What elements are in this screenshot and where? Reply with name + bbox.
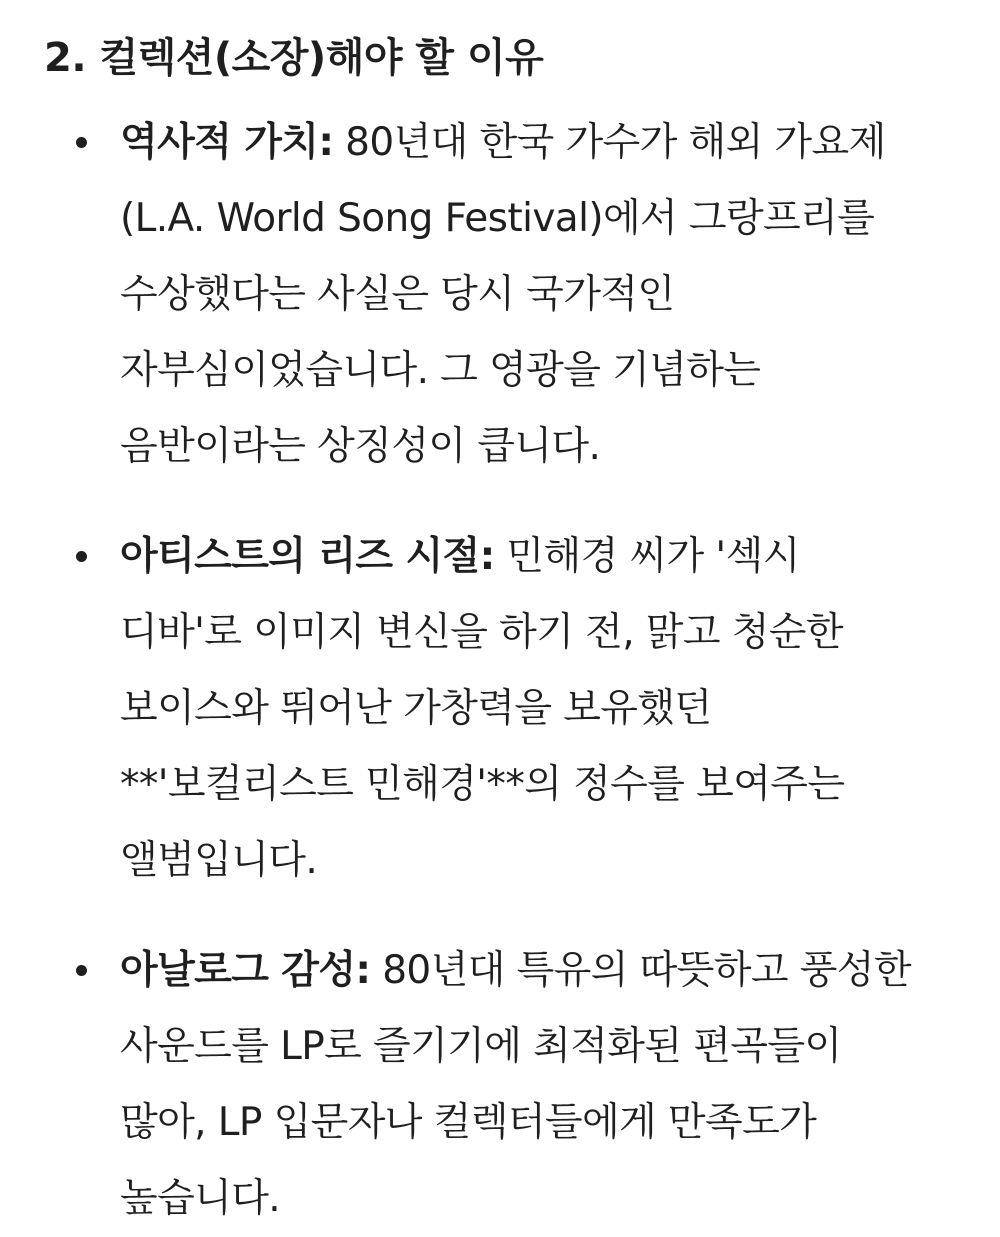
bullet-icon <box>76 137 87 148</box>
reason-text: 80년대 한국 가수가 해외 가요제(L.A. World Song Festival)에서 그랑프리를 수상했다는 사실은 당시 국가적인 자부심이었습니다. 그 영광을 기념하는 음반이라는 상징성이 큽니다. <box>120 120 886 469</box>
reason-text: 민해경 씨가 '섹시 디바'로 이미지 변신을 하기 전, 맑고 청순한 보이스와 뛰어난 가창력을 보유했던 **'보컬리스트 민해경'**의 정수를 보여주는 앨범입니다. <box>120 534 845 883</box>
section-title: 2. 컬렉션(소장)해야 할 이유 <box>44 35 544 81</box>
bullet-icon <box>76 551 87 562</box>
list-item-historical-value <box>44 105 924 485</box>
reason-title: 아날로그 감성: <box>120 948 371 993</box>
list-item-analog-sound <box>44 933 924 1237</box>
reason-title: 역사적 가치: <box>120 120 334 165</box>
reason-text: 80년대 특유의 따뜻하고 풍성한 사운드를 LP로 즐기기에 최적화된 편곡들이 많아, LP 입문자나 컬렉터들에게 만족도가 높습니다. <box>120 948 911 1221</box>
bullet-icon <box>76 965 87 976</box>
list-item-artist-prime <box>44 519 924 899</box>
reason-title: 아티스트의 리즈 시절: <box>120 534 495 579</box>
reasons-list <box>44 105 970 1237</box>
